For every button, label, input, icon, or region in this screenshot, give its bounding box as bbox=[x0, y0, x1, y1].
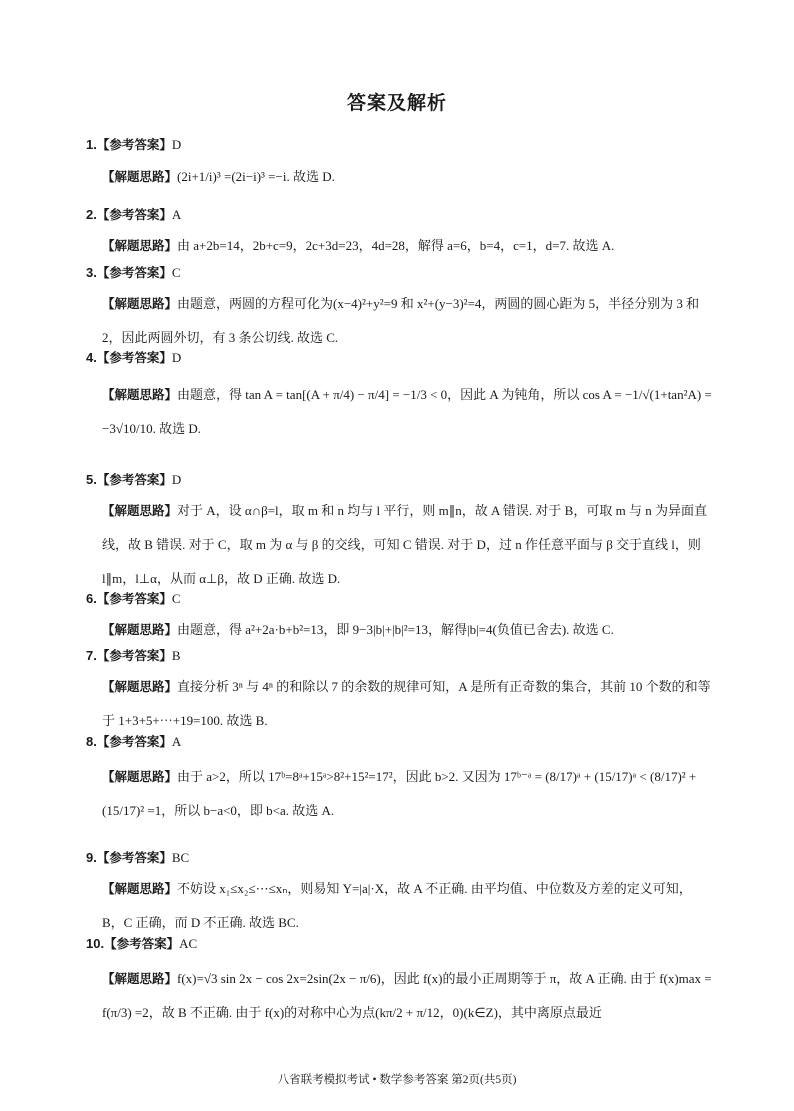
question-8-answer bbox=[86, 732, 181, 750]
question-7-answer bbox=[86, 646, 181, 664]
answer-label: 【参考答案】 bbox=[96, 472, 172, 487]
answer-value: A bbox=[171, 207, 182, 222]
solution-label: 【解题思路】 bbox=[102, 881, 178, 896]
question-9-solution bbox=[102, 872, 712, 940]
solution-label: 【解题思路】 bbox=[102, 296, 178, 311]
solution-label: 【解题思路】 bbox=[102, 503, 178, 518]
solution-text: 直接分析 3ⁿ 与 4ⁿ 的和除以 7 的余数的规律可知，A 是所有正奇数的集合，其前 10 个数的和等于 1+3+5+⋯+19=100. 故选 B. bbox=[102, 679, 711, 728]
question-3-solution bbox=[102, 287, 712, 355]
question-number: 3. bbox=[86, 265, 97, 280]
solution-text: 由 a+2b=14，2b+c=9，2c+3d=23，4d=28，解得 a=6，b=4，c=1，d=7. 故选 A. bbox=[177, 238, 615, 253]
solution-text: f(x)=√3 sin 2x − cos 2x=2sin(2x − π/6)，因此 f(x)的最小正周期等于 π，故 A 正确. 由于 f(x)max = f(π/3) =2，故 B 不正确. 由于 f(x)的对称中心为点(kπ/2 + π/12，0)(k∈Z)，其中离原点最近 bbox=[102, 971, 712, 1020]
solution-text: 由题意，得 tan A = tan[(A + π/4) − π/4] = −1/3 < 0，因此 A 为钝角，所以 cos A = −1/√(1+tan²A) = −3√10/10. 故选 D. bbox=[102, 387, 712, 436]
solution-text: 由于 a>2，所以 17ᵇ=8ᵃ+15ᵃ>8²+15²=17²，因此 b>2. 又因为 17ᵇ⁻ᵃ = (8/17)ᵃ + (15/17)ᵃ < (8/17)² + (15/17)² =1，所以 b−a<0，即 b<a. 故选 A. bbox=[102, 769, 697, 818]
question-1-solution bbox=[102, 160, 712, 194]
question-4-answer bbox=[86, 348, 181, 366]
solution-label: 【解题思路】 bbox=[102, 387, 178, 402]
answer-label: 【参考答案】 bbox=[96, 137, 172, 152]
answer-value: B bbox=[171, 648, 181, 663]
question-7-solution bbox=[102, 670, 712, 738]
question-number: 2. bbox=[86, 207, 97, 222]
question-8-solution bbox=[102, 760, 712, 828]
question-number: 9. bbox=[86, 850, 97, 865]
answer-label: 【参考答案】 bbox=[96, 591, 172, 606]
question-number: 7. bbox=[86, 648, 97, 663]
question-5-answer bbox=[86, 470, 181, 488]
solution-text: (2i+1/i)³ =(2i−i)³ =−i. 故选 D. bbox=[177, 169, 335, 184]
question-2-solution bbox=[102, 229, 712, 263]
question-number: 4. bbox=[86, 350, 97, 365]
answer-label: 【参考答案】 bbox=[104, 936, 180, 951]
question-2-answer bbox=[86, 205, 181, 223]
answer-value: A bbox=[171, 734, 182, 749]
answer-label: 【参考答案】 bbox=[96, 207, 172, 222]
solution-label: 【解题思路】 bbox=[102, 622, 178, 637]
solution-label: 【解题思路】 bbox=[102, 769, 178, 784]
question-10-answer bbox=[86, 934, 197, 952]
question-number: 1. bbox=[86, 137, 97, 152]
question-1-answer bbox=[86, 135, 181, 153]
answer-label: 【参考答案】 bbox=[96, 350, 172, 365]
question-number: 10. bbox=[86, 936, 105, 951]
solution-text: 由题意，两圆的方程可化为(x−4)²+y²=9 和 x²+(y−3)²=4，两圆的圆心距为 5，半径分别为 3 和 2，因此两圆外切，有 3 条公切线. 故选 C. bbox=[102, 296, 700, 345]
answer-value: BC bbox=[171, 850, 190, 865]
solution-text: 不妨设 x₁≤x₂≤⋯≤xₙ，则易知 Y=|a|·X，故 A 不正确. 由平均值、中位数及方差的定义可知，B，C 正确，而 D 不正确. 故选 BC. bbox=[102, 881, 692, 930]
question-number: 6. bbox=[86, 591, 97, 606]
solution-label: 【解题思路】 bbox=[102, 679, 178, 694]
question-number: 8. bbox=[86, 734, 97, 749]
question-5-solution bbox=[102, 494, 712, 596]
question-9-answer bbox=[86, 848, 189, 866]
page-footer: 八省联考模拟考试 • 数学参考答案 第2页(共5页) bbox=[277, 1074, 517, 1086]
question-4-solution bbox=[102, 378, 712, 446]
solution-label: 【解题思路】 bbox=[102, 238, 178, 253]
answer-label: 【参考答案】 bbox=[96, 265, 172, 280]
answer-label: 【参考答案】 bbox=[96, 648, 172, 663]
solution-text: 由题意，得 a²+2a·b+b²=13，即 9−3|b|+|b|²=13，解得|b|=4(负值已舍去). 故选 C. bbox=[177, 622, 614, 637]
solution-label: 【解题思路】 bbox=[102, 971, 178, 986]
answer-value: AC bbox=[179, 936, 198, 951]
answer-value: D bbox=[171, 350, 182, 365]
answer-value: C bbox=[171, 591, 181, 606]
question-number: 5. bbox=[86, 472, 97, 487]
solution-text: 对于 A，设 α∩β=l，取 m 和 n 均与 l 平行，则 m∥n，故 A 错误. 对于 B，可取 m 与 n 为异面直线，故 B 错误. 对于 C，取 m 为 α 与 β 的交线，可知 C 错误. 对于 D，过 n 作任意平面与 β 交于直线 l，则 l∥m，l⊥α，从而 α⊥β，故 D 正确. 故选 D. bbox=[102, 503, 707, 586]
question-10-solution bbox=[102, 962, 712, 1030]
page-title: 答案及解析 bbox=[346, 92, 447, 114]
answer-label: 【参考答案】 bbox=[96, 734, 172, 749]
question-3-answer bbox=[86, 263, 181, 281]
answer-value: D bbox=[171, 472, 182, 487]
solution-label: 【解题思路】 bbox=[102, 169, 178, 184]
answer-value: C bbox=[171, 265, 181, 280]
answer-label: 【参考答案】 bbox=[96, 850, 172, 865]
question-6-answer bbox=[86, 589, 181, 607]
question-6-solution bbox=[102, 613, 712, 647]
answer-value: D bbox=[171, 137, 182, 152]
